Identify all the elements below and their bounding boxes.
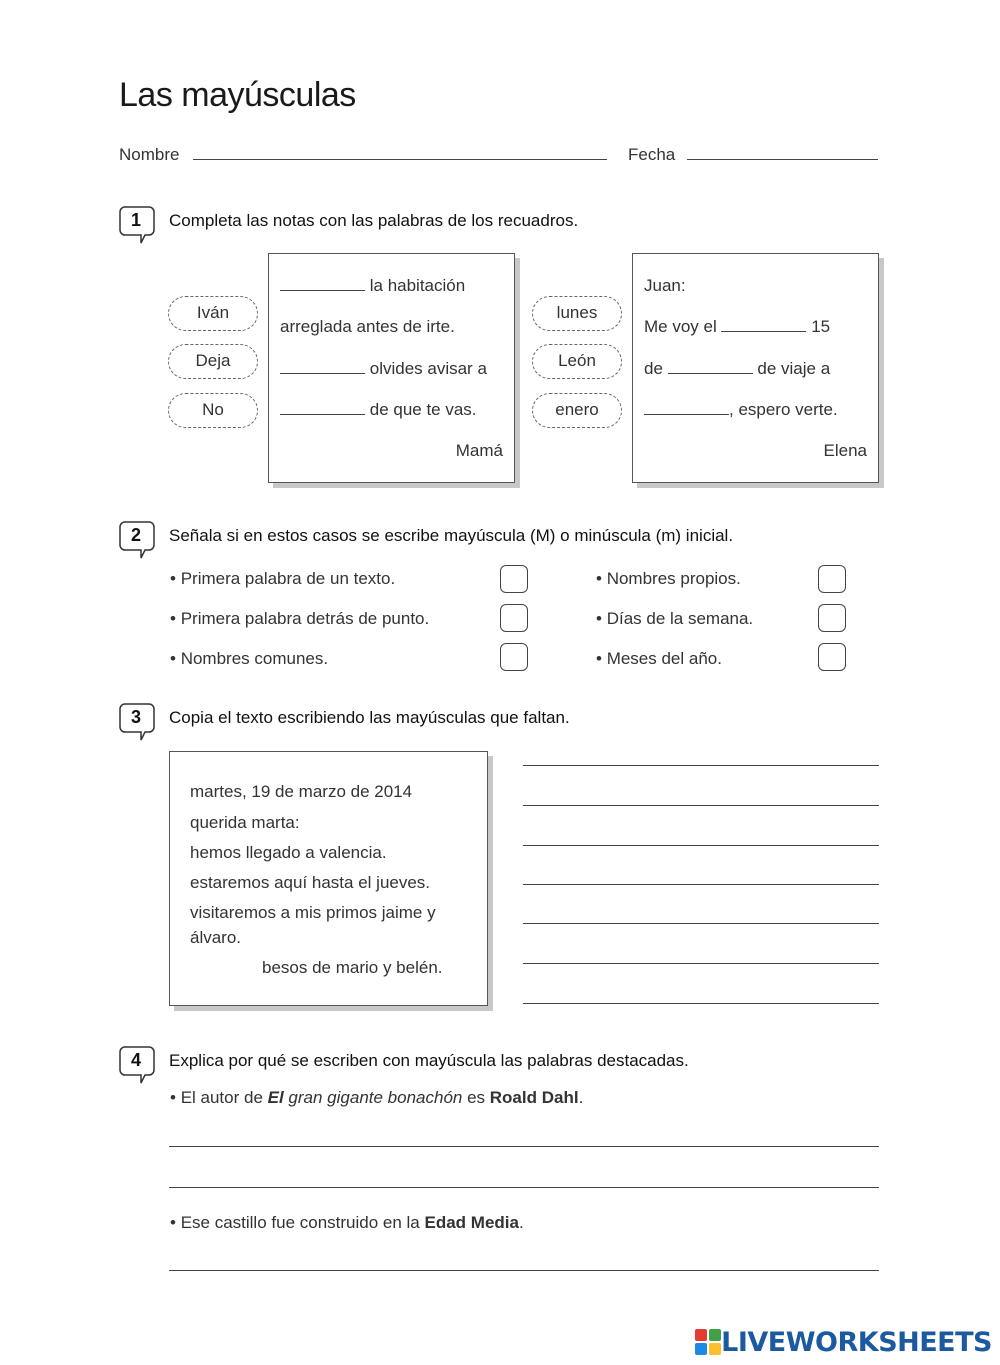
date-field[interactable]: [687, 159, 878, 160]
note-card-right: Juan: Me voy el 15 de de viaje a , espero verte. Elena: [632, 253, 879, 483]
name-label: Nombre: [119, 145, 180, 164]
exercise-2-instruction: Señala si en estos casos se escribe mayúscula (M) o minúscula (m) inicial.: [169, 526, 734, 545]
letter-signature: besos de mario y belén.: [262, 958, 443, 977]
letter-line: álvaro.: [190, 928, 242, 947]
note-left-blank-2[interactable]: [280, 360, 365, 374]
copy-line[interactable]: [523, 805, 879, 806]
list-item: • Nombres propios.: [596, 569, 741, 588]
word-chip-lunes[interactable]: lunes: [532, 296, 622, 331]
exercise-4-number: 4: [130, 1050, 141, 1070]
exercise-1-badge: [119, 206, 153, 236]
note-right-blank-1[interactable]: [721, 318, 806, 332]
letter-line: visitaremos a mis primos jaime y: [190, 903, 436, 922]
exercise-3-badge: [119, 703, 153, 733]
letter-line: hemos llegado a valencia.: [190, 843, 387, 862]
note-left-blank-1[interactable]: [280, 277, 365, 291]
list-item: • Primera palabra de un texto.: [170, 569, 396, 588]
copy-line[interactable]: [523, 765, 879, 766]
note-left-line-2: arreglada antes de irte.: [280, 317, 455, 336]
note-right-blank-2[interactable]: [668, 360, 753, 374]
copy-line[interactable]: [523, 963, 879, 964]
word-chip-leon[interactable]: León: [532, 344, 622, 379]
exercise-3-instruction: Copia el texto escribiendo las mayúsculas que faltan.: [169, 708, 570, 727]
note-right-line-1: Juan:: [644, 276, 686, 295]
list-item: • El autor de El gran gigante bonachón es Roald Dahl.: [170, 1088, 584, 1107]
liveworksheets-icon: [695, 1329, 721, 1355]
answer-box[interactable]: [818, 604, 846, 632]
answer-box[interactable]: [818, 643, 846, 671]
copy-line[interactable]: [523, 1003, 879, 1004]
letter-card: [169, 751, 488, 1006]
answer-line[interactable]: [169, 1270, 879, 1271]
answer-line[interactable]: [169, 1187, 879, 1188]
copy-line[interactable]: [523, 845, 879, 846]
date-label: Fecha: [628, 145, 676, 164]
exercise-3-number: 3: [130, 707, 141, 727]
exercise-2-badge: [119, 521, 153, 551]
word-chip-enero[interactable]: enero: [532, 393, 622, 428]
exercise-2-number: 2: [130, 525, 141, 545]
list-item: • Nombres comunes.: [170, 649, 329, 668]
note-right-blank-3[interactable]: [644, 401, 729, 415]
list-item: • Primera palabra detrás de punto.: [170, 609, 430, 628]
copy-line[interactable]: [523, 923, 879, 924]
copy-line[interactable]: [523, 884, 879, 885]
exercise-1-instruction: Completa las notas con las palabras de los recuadros.: [169, 211, 579, 230]
note-left-blank-3[interactable]: [280, 401, 365, 415]
word-chip-no[interactable]: No: [168, 393, 258, 428]
note-left-signature: Mamá: [455, 441, 503, 460]
exercise-1-number: 1: [130, 210, 141, 230]
letter-line: martes, 19 de marzo de 2014: [190, 782, 413, 801]
letter-line: querida marta:: [190, 813, 300, 832]
answer-line[interactable]: [169, 1146, 879, 1147]
answer-box[interactable]: [818, 565, 846, 593]
list-item: • Ese castillo fue construido en la Edad Media.: [170, 1213, 524, 1232]
answer-box[interactable]: [500, 565, 528, 593]
page-title: Las mayúsculas: [119, 76, 356, 114]
note-card-left: la habitación arreglada antes de irte. olvides avisar a de que te vas. Mamá: [268, 253, 515, 483]
name-field[interactable]: [193, 159, 607, 160]
exercise-4-badge: [119, 1046, 153, 1076]
liveworksheets-logo[interactable]: [695, 1327, 992, 1357]
letter-line: estaremos aquí hasta el jueves.: [190, 873, 431, 892]
list-item: • Días de la semana.: [596, 609, 754, 628]
answer-box[interactable]: [500, 604, 528, 632]
note-right-signature: Elena: [823, 441, 867, 460]
answer-box[interactable]: [500, 643, 528, 671]
list-item: • Meses del año.: [596, 649, 722, 668]
exercise-4-instruction: Explica por qué se escriben con mayúscula las palabras destacadas.: [169, 1051, 689, 1070]
liveworksheets-text: LIVEWORKSHEETS: [721, 1326, 992, 1358]
word-chip-deja[interactable]: Deja: [168, 344, 258, 379]
word-chip-ivan[interactable]: Iván: [168, 296, 258, 331]
